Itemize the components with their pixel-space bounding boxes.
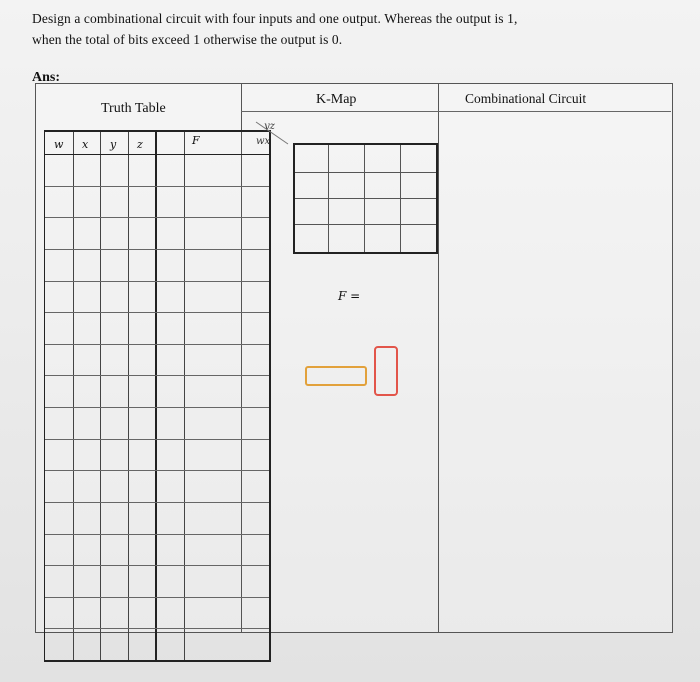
tt-row-line <box>45 312 269 313</box>
tt-header-x: x <box>82 138 89 151</box>
column-divider-2 <box>438 84 439 632</box>
truth-table <box>44 130 271 662</box>
tt-row-line <box>45 186 269 187</box>
tt-header-separator <box>45 154 269 155</box>
header-underline <box>241 111 671 112</box>
tt-row-line <box>45 217 269 218</box>
question-line-2: when the total of bits exceed 1 otherwise the output is 0. <box>32 32 343 47</box>
answer-label: Ans: <box>32 70 61 85</box>
kmap-heading: K-Map <box>316 92 357 107</box>
question-text <box>32 8 672 50</box>
truth-table-heading: Truth Table <box>101 101 166 116</box>
tt-row-line <box>45 407 269 408</box>
circuit-heading: Combinational Circuit <box>465 91 587 106</box>
kmap-row-variables: wx <box>256 136 271 147</box>
tt-row-line <box>45 597 269 598</box>
question-line-1: Design a combinational circuit with four inputs and one output. Whereas the output is 1, <box>32 11 518 26</box>
kmap-col-variables: yz <box>264 121 275 132</box>
tt-row-line <box>45 565 269 566</box>
tt-row-line <box>45 534 269 535</box>
tt-header-z: z <box>137 138 143 151</box>
kmap-corner-diagonal <box>254 120 290 146</box>
tt-row-line <box>45 344 269 345</box>
tt-row-line <box>45 628 269 629</box>
tt-header-y: y <box>110 138 117 151</box>
answer-input-box[interactable] <box>305 366 367 386</box>
tt-header-f: F <box>192 134 200 147</box>
tt-row-line <box>45 375 269 376</box>
tt-row-line <box>45 470 269 471</box>
tt-row-line <box>45 249 269 250</box>
tt-header-w: w <box>54 138 64 151</box>
tt-row-line <box>45 281 269 282</box>
kmap-expression[interactable]: F = <box>338 289 361 303</box>
tt-row-line <box>45 439 269 440</box>
kmap-grid <box>293 143 438 254</box>
answer-input-box-tall[interactable] <box>374 346 398 396</box>
tt-row-line <box>45 502 269 503</box>
